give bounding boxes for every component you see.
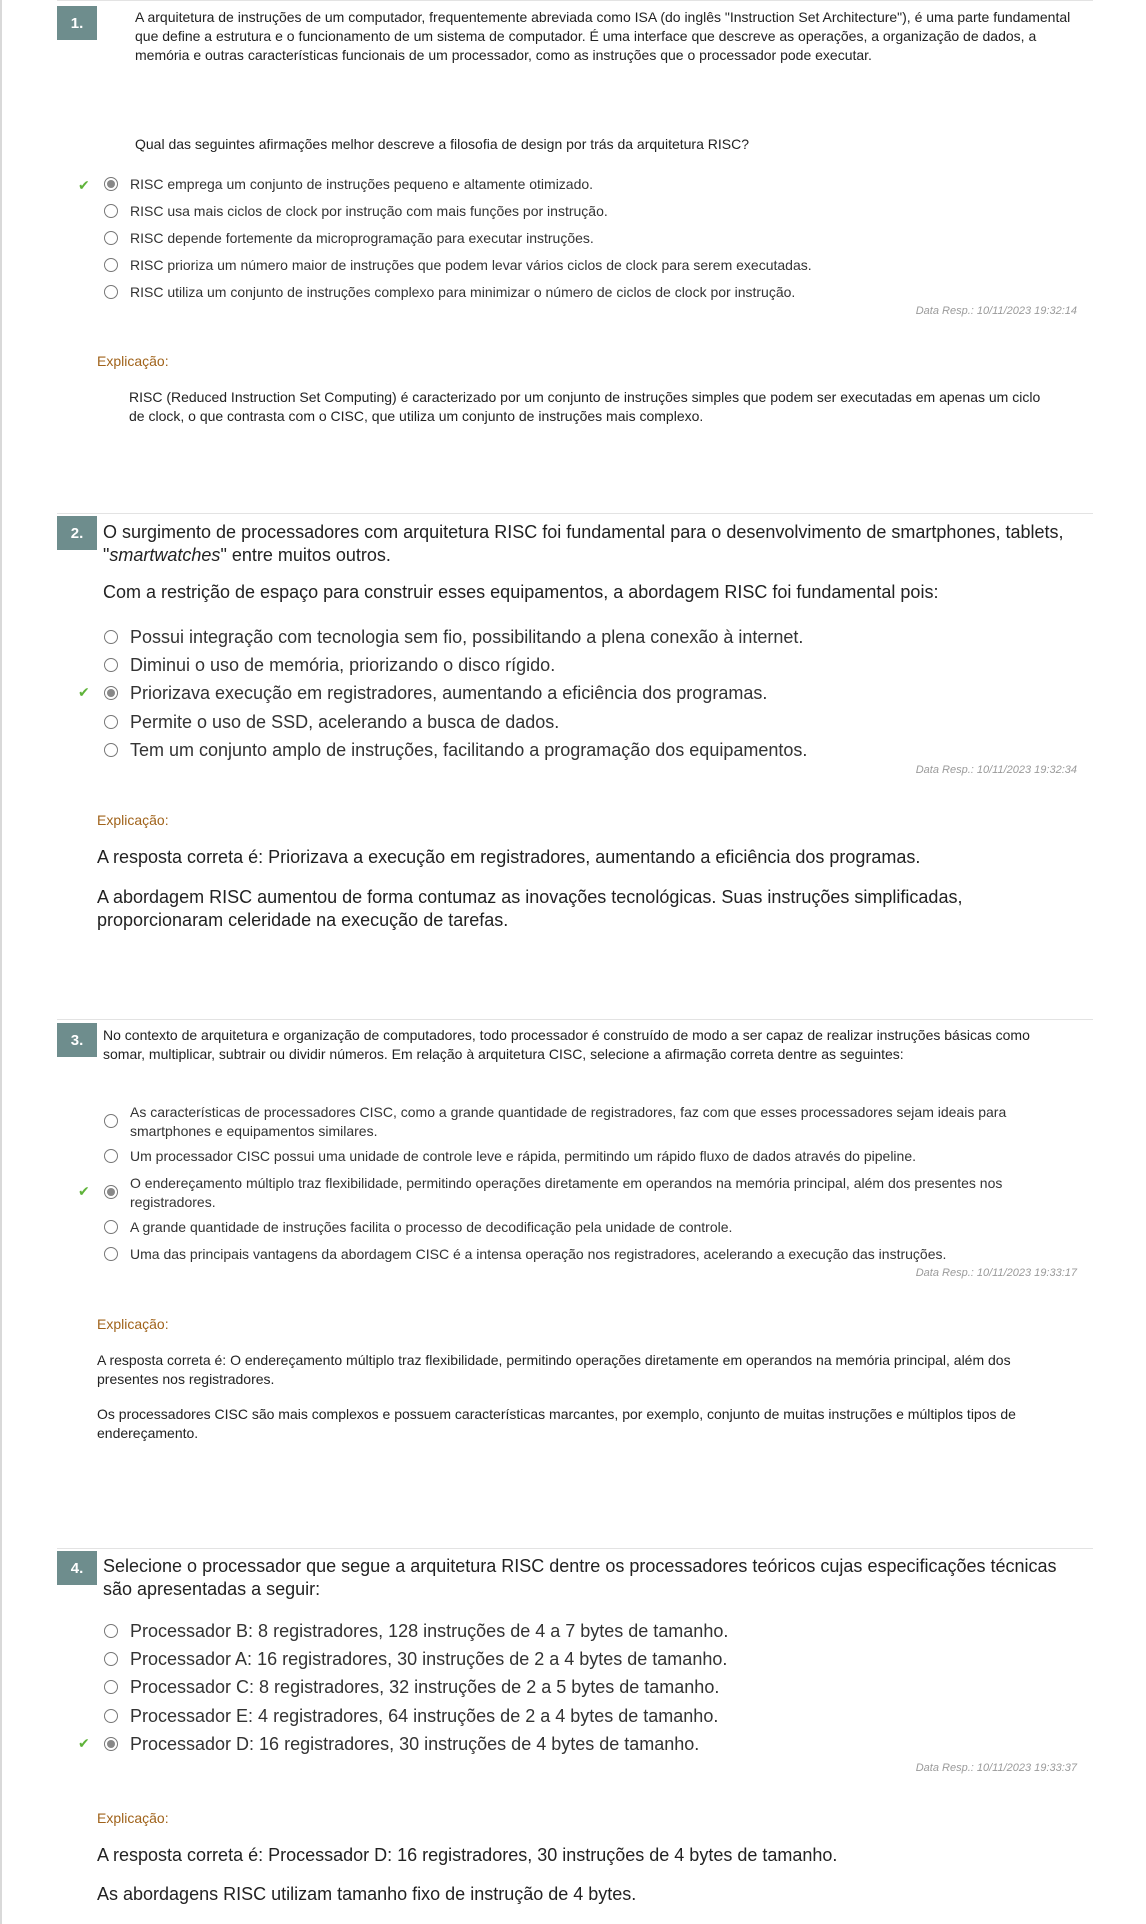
answer-date: Data Resp.: 10/11/2023 19:32:14 <box>915 305 1077 317</box>
option-3[interactable] <box>104 229 594 248</box>
option-label: Permite o uso de SSD, acelerando a busca de dados. <box>130 712 560 732</box>
option-label: Diminui o uso de memória, priorizando o disco rígido. <box>130 655 556 675</box>
radio-icon[interactable] <box>104 177 118 191</box>
question-number-badge: 1. <box>57 6 97 40</box>
option-5[interactable] <box>104 283 795 302</box>
option-label: As características de processadores CISC, como a grande quantidade de registradores, faz com que esses processadores sejam ideais para smartphones e equipamentos similares. <box>130 1104 1007 1139</box>
option-label: RISC utiliza um conjunto de instruções complexo para minimizar o número de ciclos de clock por instrução. <box>130 284 796 300</box>
option-label: Processador E: 4 registradores, 64 instruções de 2 a 4 bytes de tamanho. <box>130 1706 719 1726</box>
radio-icon[interactable] <box>104 285 118 299</box>
radio-icon[interactable] <box>104 743 118 757</box>
explanation-text: As abordagens RISC utilizam tamanho fixo de instrução de 4 bytes. <box>97 1884 637 1904</box>
option-label: RISC prioriza um número maior de instruções que podem levar vários ciclos de clock para serem executadas. <box>130 257 812 273</box>
radio-icon[interactable] <box>104 1709 118 1723</box>
option-label: RISC emprega um conjunto de instruções pequeno e altamente otimizado. <box>130 176 594 192</box>
explanation-label: Explicação: <box>97 1316 169 1332</box>
radio-icon[interactable] <box>104 1114 118 1128</box>
answer-date: Data Resp.: 10/11/2023 19:33:37 <box>915 1762 1077 1774</box>
option-label: RISC usa mais ciclos de clock por instrução com mais funções por instrução. <box>130 203 608 219</box>
option-label: Processador D: 16 registradores, 30 instruções de 4 bytes de tamanho. <box>130 1734 700 1754</box>
answer-date: Data Resp.: 10/11/2023 19:33:17 <box>915 1267 1077 1279</box>
explanation-text: A resposta correta é: Processador D: 16 registradores, 30 instruções de 4 bytes de tamanho. <box>97 1845 838 1865</box>
page-left-border <box>0 0 2 1924</box>
intro-italic: smartwatches <box>109 545 221 565</box>
option-4[interactable] <box>104 256 812 275</box>
radio-icon[interactable] <box>104 658 118 672</box>
option-3[interactable] <box>104 1174 1104 1212</box>
option-4[interactable] <box>104 1705 718 1728</box>
option-5[interactable] <box>104 739 807 762</box>
option-3[interactable] <box>104 682 767 705</box>
option-label: Um processador CISC possui uma unidade de controle leve e rápida, permitindo um rápido fluxo de dados através do pipeline. <box>130 1148 917 1164</box>
option-3[interactable] <box>104 1676 719 1699</box>
radio-icon[interactable] <box>104 1220 118 1234</box>
question-divider <box>57 1019 1093 1020</box>
radio-icon[interactable] <box>104 204 118 218</box>
check-icon: ✔ <box>78 1735 90 1751</box>
question-divider <box>57 0 1093 1</box>
option-2[interactable] <box>104 1147 916 1166</box>
explanation-text: A resposta correta é: O endereçamento múltiplo traz flexibilidade, permitindo operações diretamente em operandos na memória principal, além dos presentes nos registradores. <box>97 1352 1011 1387</box>
check-icon: ✔ <box>78 684 90 700</box>
question-intro: No contexto de arquitetura e organização de computadores, todo processador é construído de modo a ser capaz de realizar instruções básicas como somar, multiplicar, subtrair ou dividir números. Em relação à arquitetura CISC, selecione a afirmação correta dentre as seguintes: <box>103 1027 1030 1062</box>
radio-icon[interactable] <box>104 1652 118 1666</box>
question-number-badge: 4. <box>57 1551 97 1585</box>
option-4[interactable] <box>104 711 559 734</box>
question-number-badge: 2. <box>57 516 97 550</box>
question-prompt: Com a restrição de espaço para construir esses equipamentos, a abordagem RISC foi fundamental pois: <box>103 582 939 602</box>
radio-icon[interactable] <box>104 1149 118 1163</box>
explanation-text: Os processadores CISC são mais complexos e possuem características marcantes, por exemplo, conjunto de muitas instruções e múltiplos tipos de endereçamento. <box>97 1406 1016 1441</box>
radio-icon[interactable] <box>104 231 118 245</box>
option-label: Priorizava execução em registradores, aumentando a eficiência dos programas. <box>130 683 768 703</box>
radio-icon[interactable] <box>104 1247 118 1261</box>
option-4[interactable] <box>104 1218 732 1237</box>
radio-icon[interactable] <box>104 1624 118 1638</box>
option-label: Processador B: 8 registradores, 128 instruções de 4 a 7 bytes de tamanho. <box>130 1621 729 1641</box>
intro-text-end: " entre muitos outros. <box>220 545 391 565</box>
radio-icon[interactable] <box>104 686 118 700</box>
radio-icon[interactable] <box>104 1185 118 1199</box>
option-5[interactable] <box>104 1245 946 1264</box>
option-5[interactable] <box>104 1733 699 1756</box>
radio-icon[interactable] <box>104 1737 118 1751</box>
question-divider <box>57 1548 1093 1549</box>
check-icon: ✔ <box>78 177 90 193</box>
option-label: RISC depende fortemente da microprogramação para executar instruções. <box>130 230 594 246</box>
question-prompt: Qual das seguintes afirmações melhor descreve a filosofia de design por trás da arquitetura RISC? <box>135 136 749 152</box>
question-intro <box>103 521 1083 567</box>
option-1[interactable] <box>104 1620 728 1643</box>
option-label: Uma das principais vantagens da abordagem CISC é a intensa operação nos registradores, acelerando a execução das instruções. <box>130 1246 947 1262</box>
explanation-label: Explicação: <box>97 812 169 828</box>
option-1[interactable] <box>104 1103 1104 1141</box>
question-intro: Selecione o processador que segue a arquitetura RISC dentre os processadores teóricos cujas especificações técnicas são apresentadas a seguir: <box>103 1556 1057 1599</box>
radio-icon[interactable] <box>104 258 118 272</box>
explanation-text: A abordagem RISC aumentou de forma contumaz as inovações tecnológicas. Suas instruções simplificadas, proporcionaram celeridade na execução de tarefas. <box>97 887 963 930</box>
explanation-label: Explicação: <box>97 1810 169 1826</box>
question-divider <box>57 513 1093 514</box>
option-label: Processador C: 8 registradores, 32 instruções de 2 a 5 bytes de tamanho. <box>130 1677 720 1697</box>
radio-icon[interactable] <box>104 1680 118 1694</box>
explanation-label: Explicação: <box>97 353 169 369</box>
check-icon: ✔ <box>78 1183 90 1199</box>
explanation-text: RISC (Reduced Instruction Set Computing) é caracterizado por um conjunto de instruções simples que podem ser executadas em apenas um ciclo de clock, o que contrasta com o CISC, que utiliza um conjunto de instruções mais complexo. <box>129 389 1041 424</box>
option-label: Tem um conjunto amplo de instruções, facilitando a programação dos equipamentos. <box>130 740 808 760</box>
radio-icon[interactable] <box>104 715 118 729</box>
radio-icon[interactable] <box>104 630 118 644</box>
option-label: Processador A: 16 registradores, 30 instruções de 2 a 4 bytes de tamanho. <box>130 1649 728 1669</box>
option-1[interactable] <box>104 626 803 649</box>
option-2[interactable] <box>104 654 555 677</box>
explanation-text: A resposta correta é: Priorizava a execução em registradores, aumentando a eficiência dos programas. <box>97 847 921 867</box>
question-number-badge: 3. <box>57 1023 97 1057</box>
intro-text: O surgimento de processadores com arquitetura RISC foi fundamental para o desenvolvimento de smartphones, tablets, " <box>103 522 1064 565</box>
option-label: A grande quantidade de instruções facilita o processo de decodificação pela unidade de controle. <box>130 1219 733 1235</box>
option-2[interactable] <box>104 202 608 221</box>
option-2[interactable] <box>104 1648 727 1671</box>
option-1[interactable] <box>104 175 593 194</box>
option-label: Possui integração com tecnologia sem fio, possibilitando a plena conexão à internet. <box>130 627 804 647</box>
option-label: O endereçamento múltiplo traz flexibilidade, permitindo operações diretamente em operandos na memória principal, além dos presentes nos registradores. <box>130 1175 1003 1210</box>
question-intro: A arquitetura de instruções de um computador, frequentemente abreviada como ISA (do inglês "Instruction Set Architecture"), é uma parte fundamental que define a estrutura e o funcionamento de um sistema de computador. É uma interface que descreve as operações, a organização de dados, a memória e outras características funcionais de um processador, como as instruções que o processador pode executar. <box>135 9 1071 63</box>
answer-date: Data Resp.: 10/11/2023 19:32:34 <box>915 764 1077 776</box>
